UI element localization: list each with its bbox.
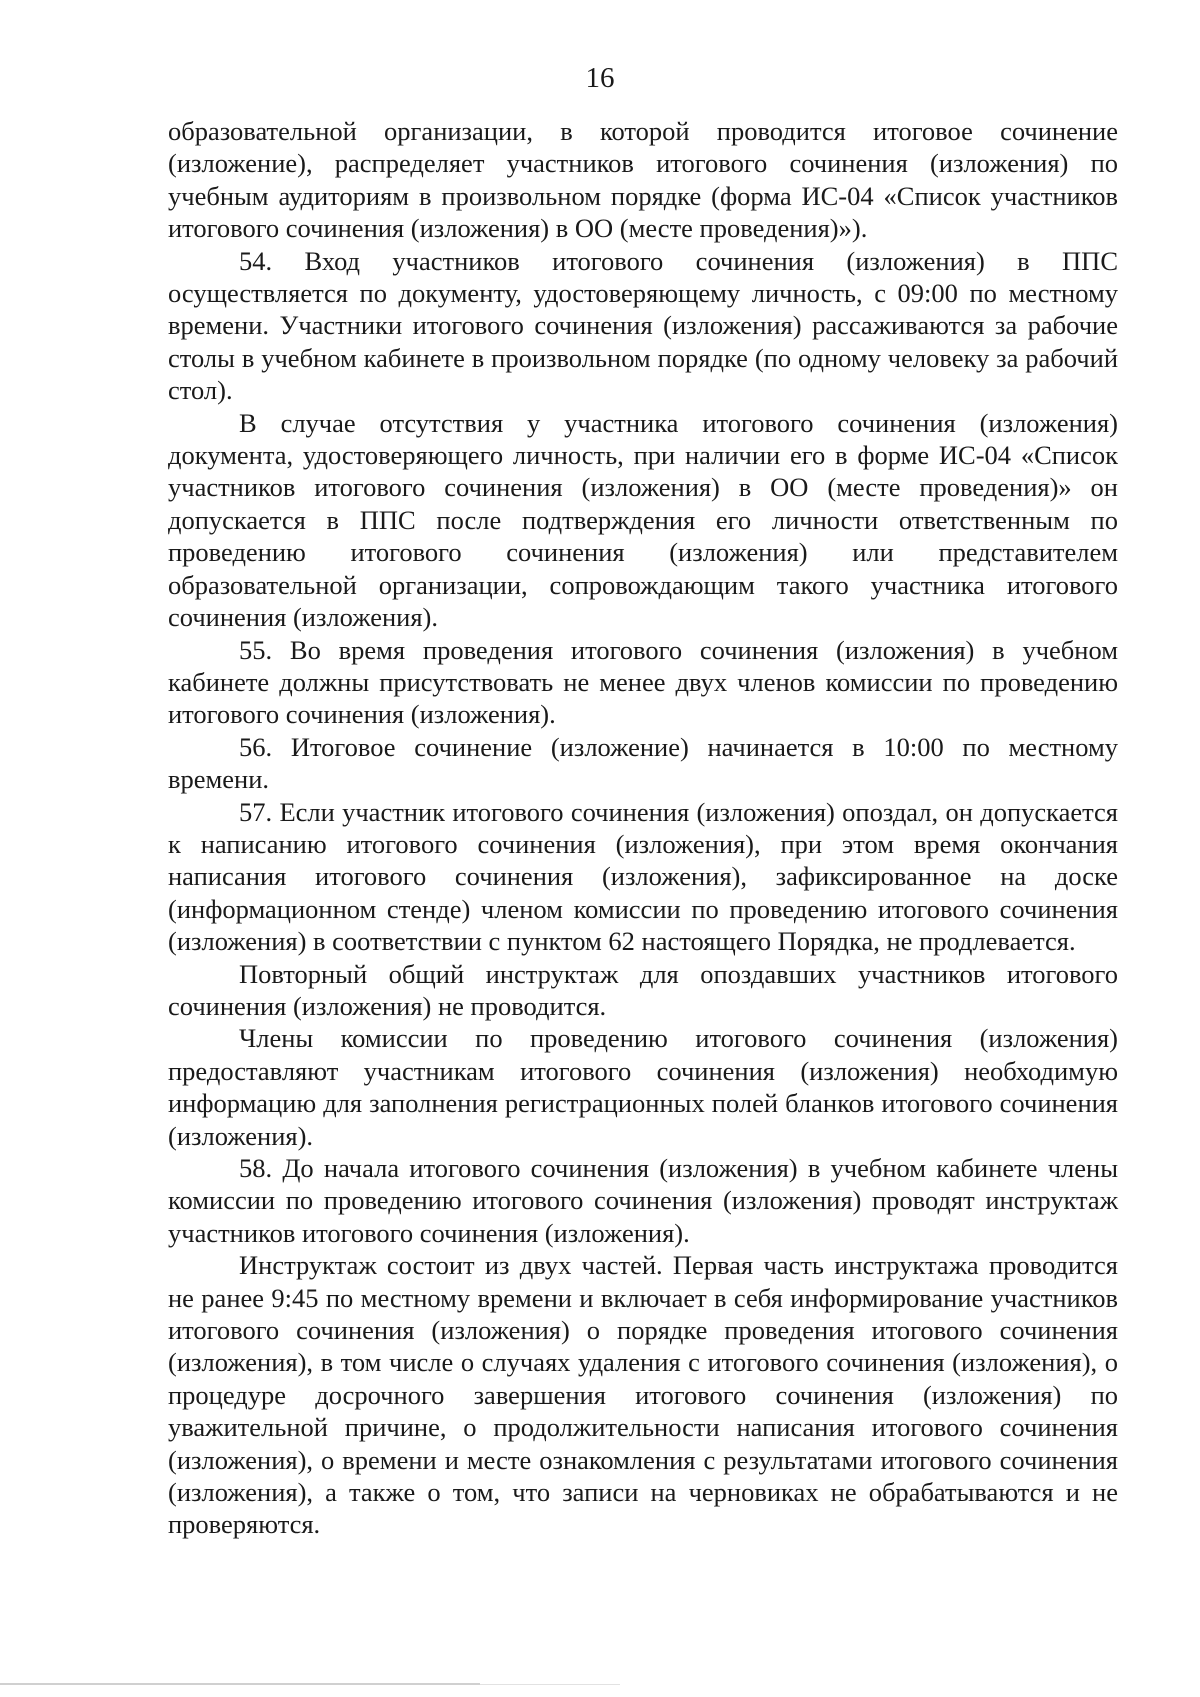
- paragraph-item-58: 58. До начала итогового сочинения (изложения) в учебном кабинете члены комиссии по проведению итогового сочинения (изложения) проводят инструктаж участников итогового сочинения (изложения).: [168, 1153, 1118, 1248]
- paragraph: образовательной организации, в которой проводится итоговое сочинение (изложение), распределяет участников итогового сочинения (изложения) по учебным аудиториям в произвольном порядке (форма ИС-04 «Список участников итогового сочинения (изложения) в ОО (месте проведения)»).: [168, 116, 1118, 244]
- paragraph: Повторный общий инструктаж для опоздавших участников итогового сочинения (изложения) не проводится.: [168, 958, 1118, 1021]
- document-body: [168, 115, 1118, 1541]
- scan-edge-line: [480, 1684, 620, 1685]
- page-number: 16: [585, 62, 615, 94]
- paragraph-item-54: 54. Вход участников итогового сочинения (изложения) в ППС осуществляется по документу, удостоверяющему личность, с 09:00 по местному времени. Участники итогового сочинения (изложения) рассаживаются за рабочие столы в учебном кабинете в произвольном порядке (по одному человеку за рабочий стол).: [168, 245, 1118, 406]
- paragraph: В случае отсутствия у участника итогового сочинения (изложения) документа, удостоверяющего личность, при наличии его в форме ИС-04 «Список участников итогового сочинения (изложения) в ОО (месте проведения)» он допускается в ППС после подтверждения его личности ответственным по проведению итогового сочинения (изложения) или представителем образовательной организации, сопровождающим такого участника итогового сочинения (изложения).: [168, 407, 1118, 633]
- scan-edge-line: [0, 1683, 480, 1685]
- paragraph: Инструктаж состоит из двух частей. Первая часть инструктажа проводится не ранее 9:45 по местному времени и включает в себя информирование участников итогового сочинения (изложения) о порядке проведения итогового сочинения (изложения), в том числе о случаях удаления с итогового сочинения (изложения), о процедуре досрочного завершения итогового сочинения (изложения) по уважительной причине, о продолжительности написания итогового сочинения (изложения), о времени и месте ознакомления с результатами итогового сочинения (изложения), а также о том, что записи на черновиках не обрабатываются и не проверяются.: [168, 1250, 1118, 1540]
- paragraph-item-57: 57. Если участник итогового сочинения (изложения) опоздал, он допускается к написанию итогового сочинения (изложения), при этом время окончания написания итогового сочинения (изложения), зафиксированное на доске (информационном стенде) членом комиссии по проведению итогового сочинения (изложения) в соответствии с пунктом 62 настоящего Порядка, не продлевается.: [168, 796, 1118, 957]
- paragraph-item-55: 55. Во время проведения итогового сочинения (изложения) в учебном кабинете должны присутствовать не менее двух членов комиссии по проведению итогового сочинения (изложения).: [168, 634, 1118, 730]
- paragraph-item-56: 56. Итоговое сочинение (изложение) начинается в 10:00 по местному времени.: [168, 731, 1118, 795]
- paragraph: Члены комиссии по проведению итогового сочинения (изложения) предоставляют участникам итогового сочинения (изложения) необходимую информацию для заполнения регистрационных полей бланков итогового сочинения (изложения).: [168, 1023, 1118, 1151]
